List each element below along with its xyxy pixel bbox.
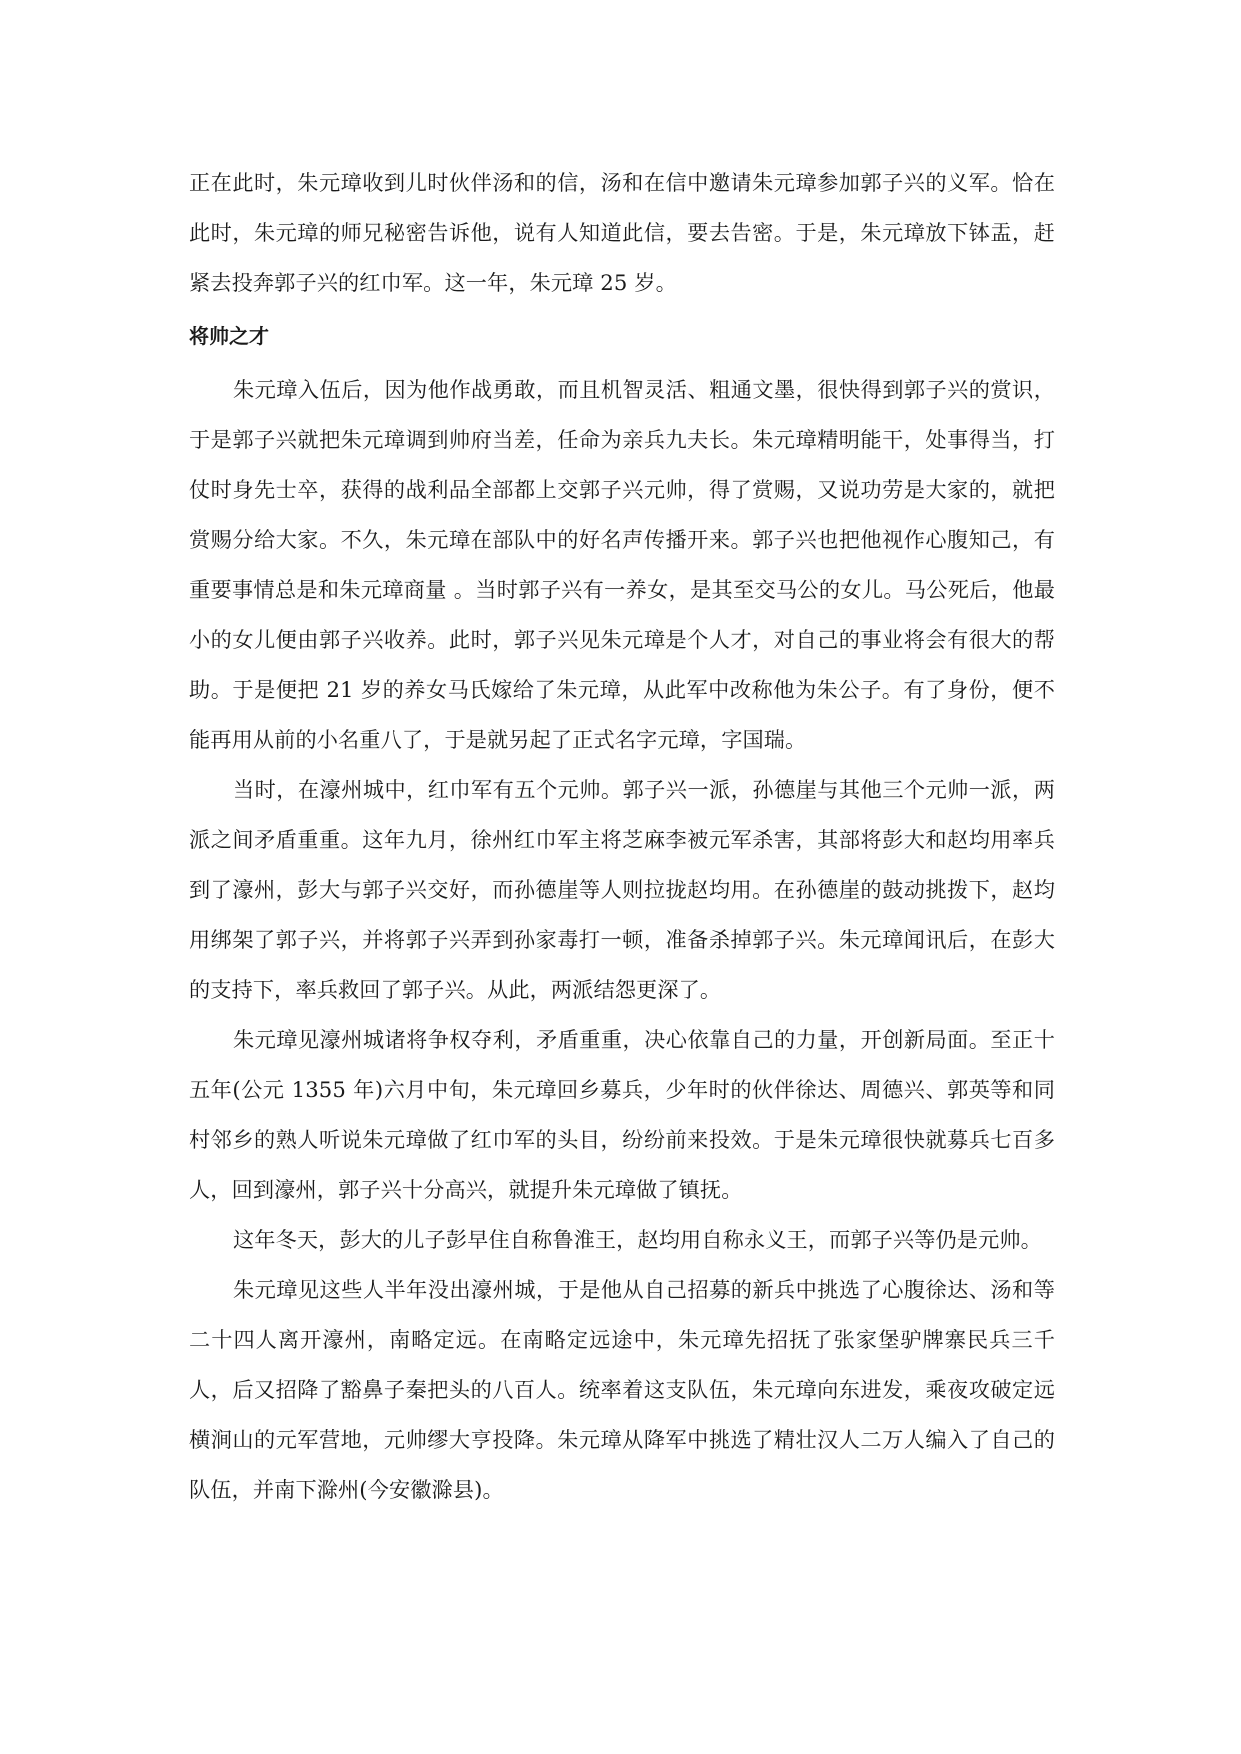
paragraph-4: 这年冬天，彭大的儿子彭早住自称鲁淮王，赵均用自称永义王，而郭子兴等仍是元帅。 [233, 1227, 1042, 1252]
section-heading: 将帅之才 [189, 324, 269, 348]
paragraph-3: 朱元璋见濠州城诸将争权夺利，矛盾重重，决心依靠自己的力量，开创新局面。至正十五年(公元 1355 年)六月中旬，朱元璋回乡募兵，少年时的伙伴徐达、周德兴、郭英等和同村邻乡的熟人听说朱元璋做了红巾军的头目，纷纷前来投效。于是朱元璋很快就募兵七百多人，回到濠州，郭子兴十分高兴，就提升朱元璋做了镇抚。 [189, 1027, 1055, 1202]
document-page [189, 158, 1055, 1515]
paragraph-1: 朱元璋入伍后，因为他作战勇敢，而且机智灵活、粗通文墨，很快得到郭子兴的赏识，于是郭子兴就把朱元璋调到帅府当差，任命为亲兵九夫长。朱元璋精明能干，处事得当，打仗时身先士卒，获得的战利品全部都上交郭子兴元帅，得了赏赐，又说功劳是大家的，就把赏赐分给大家。不久，朱元璋在部队中的好名声传播开来。郭子兴也把他视作心腹知己，有重要事情总是和朱元璋商量 。当时郭子兴有一养女，是其至交马公的女儿。马公死后，他最小的女儿便由郭子兴收养。此时，郭子兴见朱元璋是个人才，对自己的事业将会有很大的帮助。于是便把 21 岁的养女马氏嫁给了朱元璋，从此军中改称他为朱公子。有了身份，便不能再用从前的小名重八了，于是就另起了正式名字元璋，字国瑞。 [189, 377, 1055, 752]
paragraph-intro: 正在此时，朱元璋收到儿时伙伴汤和的信，汤和在信中邀请朱元璋参加郭子兴的义军。恰在此时，朱元璋的师兄秘密告诉他，说有人知道此信，要去告密。于是，朱元璋放下钵盂，赶紧去投奔郭子兴的红巾军。这一年，朱元璋 25 岁。 [189, 170, 1055, 295]
paragraph-5: 朱元璋见这些人半年没出濠州城，于是他从自己招募的新兵中挑选了心腹徐达、汤和等二十四人离开濠州，南略定远。在南略定远途中，朱元璋先招抚了张家堡驴牌寨民兵三千人，后又招降了豁鼻子秦把头的八百人。统率着这支队伍，朱元璋向东进发，乘夜攻破定远横涧山的元军营地，元帅缪大亨投降。朱元璋从降军中挑选了精壮汉人二万人编入了自己的队伍，并南下滁州(今安徽滁县)。 [189, 1277, 1055, 1502]
paragraph-2: 当时，在濠州城中，红巾军有五个元帅。郭子兴一派，孙德崖与其他三个元帅一派，两派之间矛盾重重。这年九月，徐州红巾军主将芝麻李被元军杀害，其部将彭大和赵均用率兵到了濠州，彭大与郭子兴交好，而孙德崖等人则拉拢赵均用。在孙德崖的鼓动挑拨下，赵均用绑架了郭子兴，并将郭子兴弄到孙家毒打一顿，准备杀掉郭子兴。朱元璋闻讯后，在彭大的支持下，率兵救回了郭子兴。从此，两派结怨更深了。 [189, 777, 1055, 1002]
